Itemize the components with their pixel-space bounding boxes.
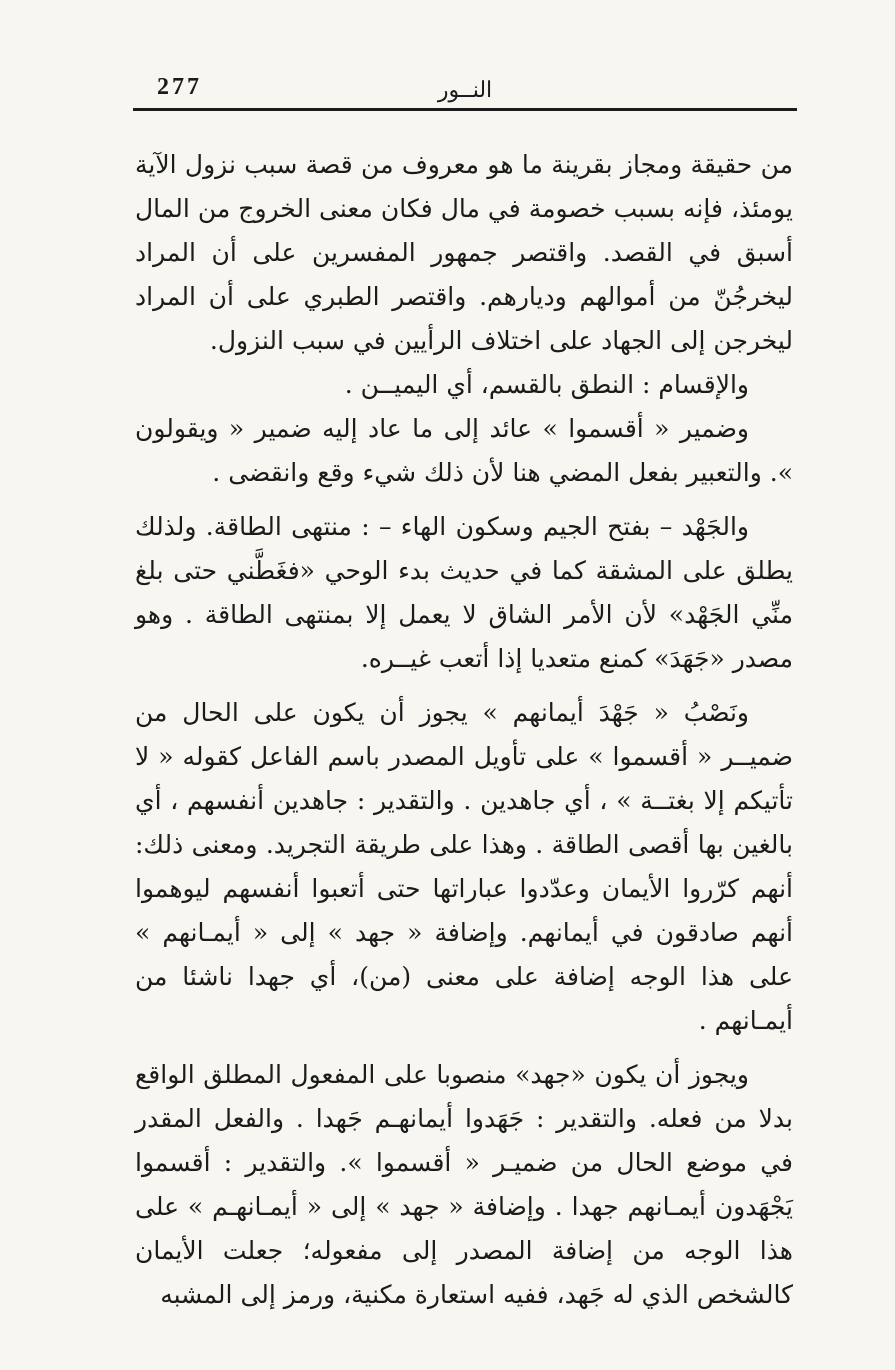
running-title: النــور [437, 78, 493, 103]
header-rule [133, 108, 797, 111]
paragraph: من حقيقة ومجاز بقرينة ما هو معروف من قصة سبب نزول الآية يومئذ، فإنه بسبب خصومة في مال فكان معنى الخروج من المال أسبق في القصد. واقتصر جمهور المفسرين على أن المراد ليخرجُنّ من أموالهم وديارهم. واقتصر الطبري على أن المراد ليخرجن إلى الجهاد على اختلاف الرأيين في سبب النزول. [135, 150, 793, 355]
paragraph: ويجوز أن يكون «جهد» منصوبا على المفعول المطلق الواقع بدلا من فعله. والتقدير : جَهَدوا أيمانهـم جَهدا . والفعل المقدر في موضع الحال من ضميـر « أقسموا ». والتقدير : أقسموا يَجْهَدون أيمـانهم جهدا . وإضافة « جهد » إلى « أيمـانهـم » على هذا الوجه من إضافة المصدر إلى مفعوله؛ جعلت الأيمان كالشخص الذي له جَهد، ففيه استعارة مكنية، ورمز إلى المشبه [135, 1060, 793, 1309]
paragraph: والإقسام : النطق بالقسم، أي اليميــن . [344, 370, 749, 399]
page-number: 277 [157, 74, 202, 100]
paragraph: ونَصْبُ « جَهْدَ أيمانهم » يجوز أن يكون على الحال من ضميــر « أقسموا » على تأويل المصدر باسم الفاعل كقوله « لا تأتيكم إلا بغتــة » ، أي جاهدين . والتقدير : جاهدين أنفسهم ، أي بالغين بها أقصى الطاقة . وهذا على طريقة التجريد. ومعنى ذلك: أنهم كرّروا الأيمان وعدّدوا عباراتها حتى أتعبوا أنفسهم ليوهموا أنهم صادقون في أيمانهم. وإضافة « جهد » إلى « أيمـانهم » على هذا الوجه إضافة على معنى (من)، أي جهدا ناشئا من أيمـانهم . [135, 698, 793, 1035]
paragraph: وضمير « أقسموا » عائد إلى ما عاد إليه ضمير « ويقولون ». والتعبير بفعل المضي هنا لأن ذلك شيء وقع وانقضى . [135, 414, 793, 487]
body-text [135, 143, 793, 1317]
page-header [135, 72, 795, 108]
paragraph: والجَهْد – بفتح الجيم وسكون الهاء – : منتهى الطاقة. ولذلك يطلق على المشقة كما في حديث بدء الوحي «فغَطَّني حتى بلغ منِّي الجَهْد» لأن الأمر الشاق لا يعمل إلا بمنتهى الطاقة . وهو مصدر «جَهَدَ» كمنع متعديا إذا أتعب غيــره. [135, 512, 793, 673]
